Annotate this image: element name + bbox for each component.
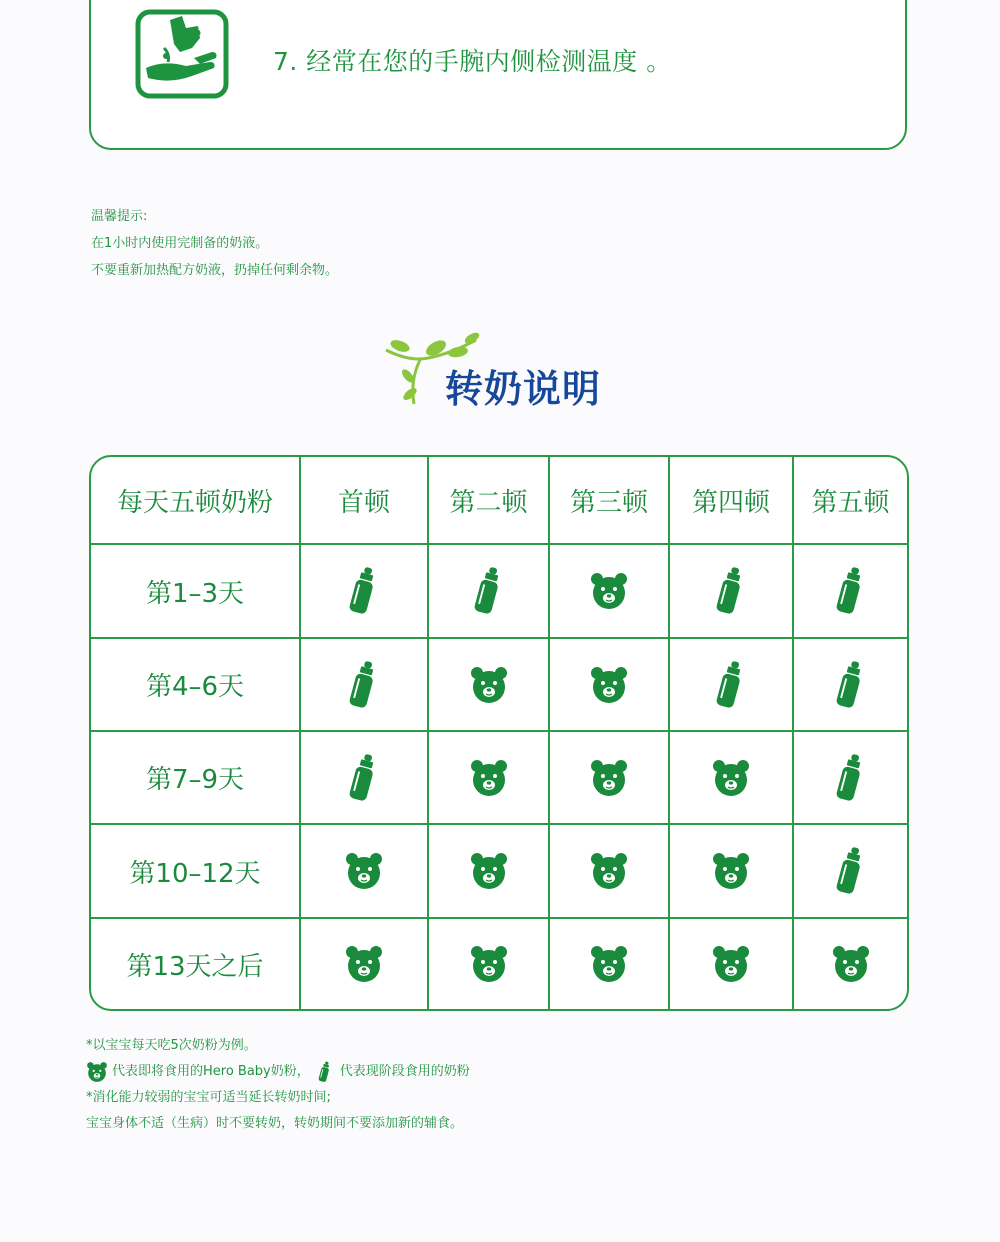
bear-icon [711, 851, 751, 891]
bottle-icon [339, 753, 389, 803]
table-header-cell: 每天五顿奶粉 [116, 487, 273, 518]
bear-icon [589, 944, 629, 984]
meal-cell [548, 919, 668, 1009]
table-header-cell: 第四顿 [668, 457, 792, 543]
row-label: 第10–12天 [129, 858, 261, 889]
bottle-icon [464, 566, 514, 616]
meal-cell [299, 732, 427, 823]
footnote-line: *消化能力较弱的宝宝可适当延长转奶时间; [86, 1090, 331, 1105]
meal-cell [299, 639, 427, 730]
tips-block [91, 203, 338, 284]
bear-icon [589, 665, 629, 705]
step-text: 7. 经常在您的手腕内侧检测温度 。 [273, 47, 672, 76]
bear-icon [711, 944, 751, 984]
meal-cell [792, 639, 907, 730]
wrist-test-icon [134, 8, 230, 100]
meal-cell [548, 545, 668, 637]
meal-cell [668, 919, 792, 1009]
tips-title: 温馨提示: [91, 209, 148, 224]
tips-line: 不要重新加热配方奶液，扔掉任何剩余物。 [91, 263, 339, 278]
legend-bear-text: 代表即将食用的Hero Baby奶粉， [112, 1064, 310, 1079]
meal-cell [299, 919, 427, 1009]
bottle-icon [706, 566, 756, 616]
meal-cell [548, 732, 668, 823]
meal-cell [427, 639, 548, 730]
bear-icon [469, 758, 509, 798]
table-header-row [91, 457, 907, 543]
table-header-cell: 首顿 [299, 457, 427, 543]
bear-icon [86, 1061, 108, 1083]
table-row [91, 823, 907, 917]
bottle-icon [826, 660, 876, 710]
meal-cell [548, 825, 668, 917]
bottle-icon [339, 660, 389, 710]
footnote-line: *以宝宝每天吃5次奶粉为例。 [86, 1038, 257, 1053]
table-header-cell: 第三顿 [548, 457, 668, 543]
table-row [91, 917, 907, 1009]
bear-icon [469, 851, 509, 891]
bottle-icon [314, 1061, 336, 1083]
table-header-cell: 第二顿 [427, 457, 548, 543]
meal-cell [548, 639, 668, 730]
bottle-icon [826, 566, 876, 616]
bottle-icon [706, 660, 756, 710]
meal-cell [668, 732, 792, 823]
meal-cell [668, 825, 792, 917]
table-row [91, 637, 907, 730]
footnotes [86, 1033, 470, 1137]
meal-cell [668, 639, 792, 730]
meal-cell [427, 732, 548, 823]
table-row [91, 730, 907, 823]
legend-bottle-text: 代表现阶段食用的奶粉 [339, 1064, 470, 1079]
row-label: 第7–9天 [145, 765, 245, 795]
table-row [91, 543, 907, 637]
bear-icon [589, 851, 629, 891]
meal-cell [668, 545, 792, 637]
bear-icon [344, 944, 384, 984]
tips-line: 在1小时内使用完制备的奶液。 [91, 236, 269, 251]
meal-cell [792, 825, 907, 917]
footnote-line: 宝宝身体不适（生病）时不要转奶，转奶期间不要添加新的辅食。 [86, 1116, 464, 1131]
footnote-legend [86, 1059, 470, 1085]
table-header-cell: 第五顿 [792, 457, 907, 543]
bottle-icon [826, 846, 876, 896]
bear-icon [711, 758, 751, 798]
bear-icon [344, 851, 384, 891]
row-label: 第13天之后 [126, 951, 264, 982]
bottle-icon [339, 566, 389, 616]
page-title: 转奶说明 [445, 367, 602, 411]
meal-cell [299, 545, 427, 637]
meal-cell [792, 545, 907, 637]
bear-icon [589, 571, 629, 611]
row-label: 第4–6天 [145, 672, 245, 702]
meal-cell [299, 825, 427, 917]
meal-cell [427, 545, 548, 637]
transition-table [89, 455, 909, 1011]
meal-cell [427, 825, 548, 917]
bear-icon [589, 758, 629, 798]
row-label: 第1–3天 [145, 578, 245, 609]
meal-cell [427, 919, 548, 1009]
bear-icon [469, 665, 509, 705]
bear-icon [469, 944, 509, 984]
meal-cell [792, 732, 907, 823]
bear-icon [831, 944, 871, 984]
meal-cell [792, 919, 907, 1009]
bottle-icon [826, 753, 876, 803]
